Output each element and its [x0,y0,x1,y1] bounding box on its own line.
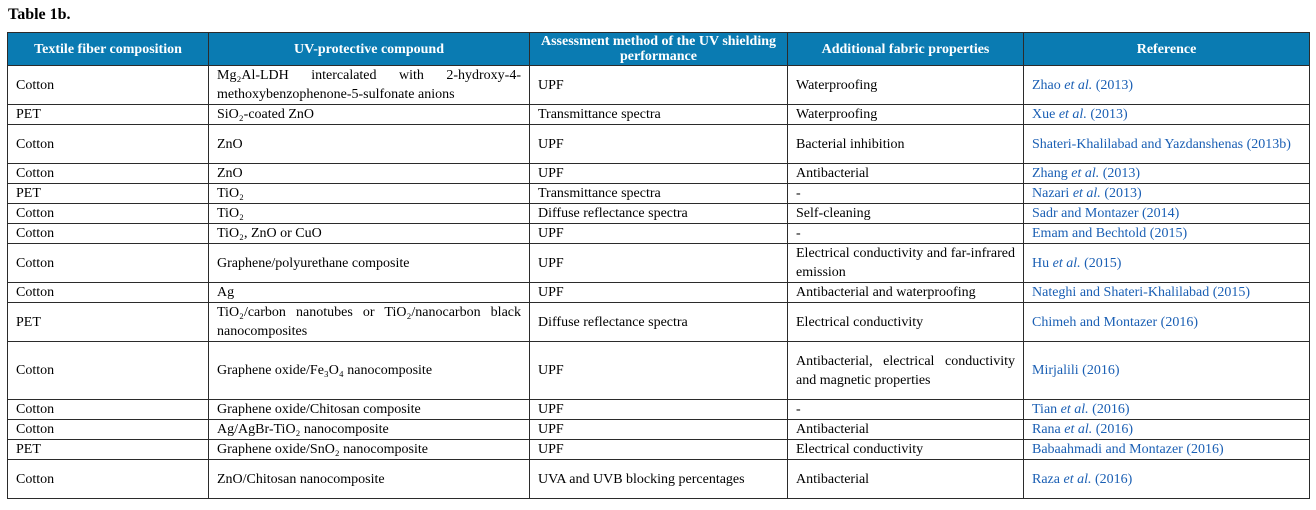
cell-method: UPF [530,164,788,184]
table-row [8,244,1310,283]
cell-reference[interactable] [1024,283,1310,303]
cell-reference[interactable] [1024,204,1310,224]
cell-method: UPF [530,420,788,440]
table-row [8,164,1310,184]
cell-fiber: Cotton [8,66,209,105]
cell-reference[interactable] [1024,164,1310,184]
cell-fiber: Cotton [8,244,209,283]
table-row [8,420,1310,440]
ref-author: Zhang [1032,166,1072,181]
ref-etal: et al. [1058,107,1087,122]
ref-author: Sadr and Montazer (2014) [1032,206,1180,221]
header-fiber: Textile fiber composition [8,33,209,66]
cell-properties: - [788,400,1024,420]
data-table [7,32,1310,499]
header-reference: Reference [1024,33,1310,66]
cell-reference[interactable] [1024,105,1310,125]
ref-etal: et al. [1052,255,1081,271]
cell-compound: ZnO [209,125,530,164]
table-row [8,303,1310,342]
ref-year: (2013) [1086,107,1128,122]
cell-properties: - [788,184,1024,204]
cell-properties: Antibacterial and waterproofing [788,283,1024,303]
cell-fiber: Cotton [8,224,209,244]
ref-author: Mirjalili (2016) [1032,363,1120,378]
cell-compound: Graphene oxide/Fe₃O₄ nanocomposite [209,342,530,400]
cell-fiber: Cotton [8,400,209,420]
ref-year: (2013) [1092,77,1134,93]
ref-etal: et al. [1060,402,1089,417]
cell-compound: ZnO [209,164,530,184]
ref-etal: et al. [1064,422,1093,437]
ref-year: (2015) [1080,255,1122,271]
cell-properties: Electrical conductivity [788,303,1024,342]
ref-author: Chimeh and Montazer (2016) [1032,314,1199,330]
table-row [8,184,1310,204]
cell-reference[interactable] [1024,184,1310,204]
cell-method: Transmittance spectra [530,184,788,204]
cell-compound: Graphene oxide/SnO₂ nanocomposite [209,440,530,460]
ref-year: (2016) [1091,471,1133,487]
ref-author: Nazari [1032,186,1073,201]
cell-method: Transmittance spectra [530,105,788,125]
header-method: Assessment method of the UV shielding performance [530,33,788,66]
table-caption: Table 1b. [8,6,71,23]
header-row [8,33,1310,66]
cell-reference[interactable] [1024,125,1310,164]
ref-author: Xue [1032,107,1059,122]
cell-method: UPF [530,440,788,460]
cell-method: UPF [530,342,788,400]
cell-compound: TiO₂, ZnO or CuO [209,224,530,244]
cell-fiber: Cotton [8,125,209,164]
ref-author: Rana [1032,422,1065,437]
cell-properties: Waterproofing [788,105,1024,125]
cell-reference[interactable] [1024,244,1310,283]
table-row [8,440,1310,460]
cell-fiber: PET [8,105,209,125]
ref-author: Zhao [1032,77,1065,93]
cell-reference[interactable] [1024,342,1310,400]
table-row [8,460,1310,499]
cell-compound: Ag/AgBr-TiO₂ nanocomposite [209,420,530,440]
cell-fiber: Cotton [8,283,209,303]
ref-author: Tian [1032,402,1061,417]
cell-properties: Electrical conductivity and far-infrared emission [788,244,1024,283]
cell-method: UPF [530,283,788,303]
table-row [8,224,1310,244]
cell-compound: Graphene/polyurethane composite [209,244,530,283]
cell-reference[interactable] [1024,460,1310,499]
table-row [8,400,1310,420]
cell-compound: Graphene oxide/Chitosan composite [209,400,530,420]
ref-year: (2016) [1088,402,1130,417]
cell-properties: Bacterial inhibition [788,125,1024,164]
cell-fiber: Cotton [8,164,209,184]
cell-properties: - [788,224,1024,244]
ref-author: Shateri-Khalilabad and Yazdanshenas (2013b) [1032,136,1291,152]
cell-compound: TiO₂ [209,204,530,224]
ref-year: (2016) [1092,422,1134,437]
ref-author: Babaahmadi and Montazer (2016) [1032,442,1224,457]
header-compound: UV-protective compound [209,33,530,66]
table-row [8,283,1310,303]
cell-reference[interactable] [1024,224,1310,244]
cell-fiber: Cotton [8,460,209,499]
cell-method: UVA and UVB blocking percentages [530,460,788,499]
cell-compound: TiO₂ [209,184,530,204]
cell-method: Diffuse reflectance spectra [530,204,788,224]
ref-etal: et al. [1064,77,1093,93]
cell-compound: TiO₂/carbon nanotubes or TiO₂/nanocarbon black nanocomposites [209,303,530,342]
cell-properties: Antibacterial, electrical conductivity and magnetic properties [788,342,1024,400]
ref-year: (2013) [1099,166,1141,181]
cell-properties: Waterproofing [788,66,1024,105]
header-properties: Additional fabric properties [788,33,1024,66]
cell-method: UPF [530,224,788,244]
ref-author: Raza [1032,471,1064,487]
cell-method: UPF [530,244,788,283]
table-row [8,342,1310,400]
cell-reference[interactable] [1024,420,1310,440]
table-row [8,105,1310,125]
ref-author: Hu [1032,255,1053,271]
ref-year: (2013) [1100,186,1142,201]
cell-compound: Mg₂Al-LDH intercalated with 2-hydroxy-4-methoxybenzophenone-5-sulfonate anions [209,66,530,105]
cell-properties: Electrical conductivity [788,440,1024,460]
cell-fiber: PET [8,184,209,204]
cell-reference[interactable] [1024,400,1310,420]
cell-properties: Antibacterial [788,164,1024,184]
cell-method: UPF [530,125,788,164]
table-row [8,125,1310,164]
cell-reference[interactable] [1024,440,1310,460]
table-row [8,66,1310,105]
cell-fiber: PET [8,440,209,460]
cell-method: UPF [530,66,788,105]
cell-properties: Self-cleaning [788,204,1024,224]
ref-etal: et al. [1072,186,1101,201]
ref-author: Emam and Bechtold (2015) [1032,226,1188,241]
cell-compound: ZnO/Chitosan nanocomposite [209,460,530,499]
cell-method: Diffuse reflectance spectra [530,303,788,342]
table-row [8,204,1310,224]
cell-fiber: Cotton [8,204,209,224]
cell-fiber: Cotton [8,420,209,440]
ref-author: Nateghi and Shateri-Khalilabad (2015) [1032,285,1251,300]
cell-method: UPF [530,400,788,420]
cell-reference[interactable] [1024,303,1310,342]
cell-fiber: Cotton [8,342,209,400]
cell-reference[interactable] [1024,66,1310,105]
cell-compound: SiO₂-coated ZnO [209,105,530,125]
cell-fiber: PET [8,303,209,342]
ref-etal: et al. [1063,471,1092,487]
cell-properties: Antibacterial [788,420,1024,440]
ref-etal: et al. [1071,166,1100,181]
cell-compound: Ag [209,283,530,303]
cell-properties: Antibacterial [788,460,1024,499]
